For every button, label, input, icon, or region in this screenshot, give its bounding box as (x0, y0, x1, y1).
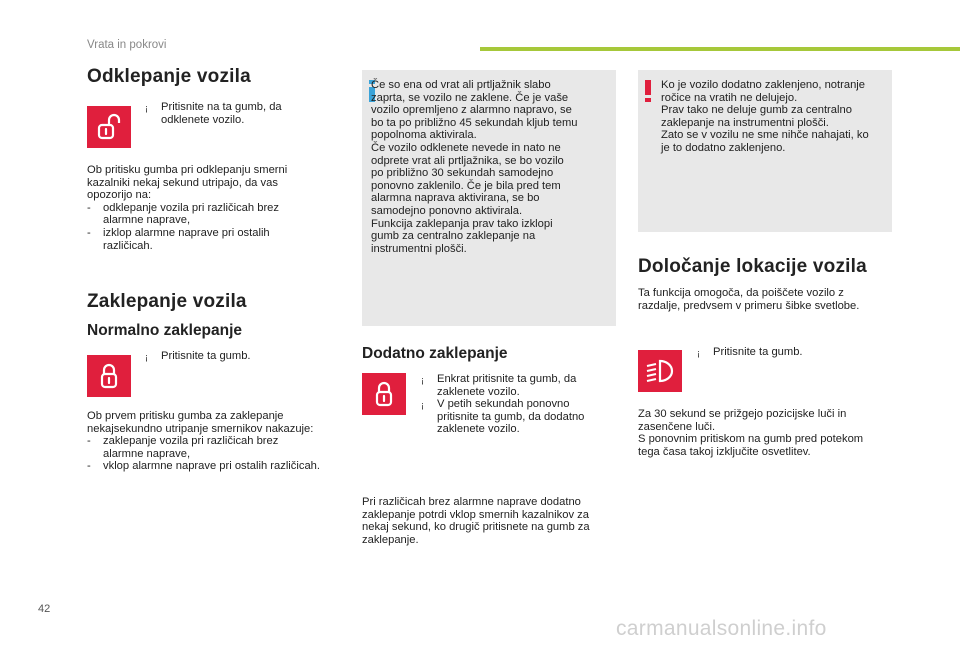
locate-heading: Določanje lokacije vozila (638, 256, 867, 277)
section-title: Vrata in pokrovi (87, 39, 167, 51)
deadlock-steps: ¡ Enkrat pritisnite ta gumb, da zaklenete vozilo. ¡ V petih sekundah ponovno pritisnite ta gumb, da dodatno zaklenete vozilo. (421, 373, 585, 436)
deadlock-button-icon (362, 373, 406, 415)
watermark: carmanualsonline.info (616, 617, 827, 640)
locate-description: Za 30 sekund se prižgejo pozicijske luči in zasenčene luči. S ponovnim pritiskom na gumb pred potekom tega časa takoj izključite osvetlitev. (638, 408, 864, 458)
lock-description: Ob prvem pritisku gumba za zaklepanje nekajsekundno utripanje smernikov nakazuje: - zaklepanje vozila pri različicah brez alarmne naprave, - vklop alarmne naprave pri ostalih različicah. (87, 410, 321, 473)
locate-button-icon (638, 350, 682, 392)
lock-instruction: ¡ Pritisnite ta gumb. (145, 350, 251, 362)
unlock-button-icon (87, 106, 131, 148)
unlocked-padlock-icon (94, 112, 124, 142)
unlock-instruction: ¡ Pritisnite na ta gumb, da odklenete vozilo. (145, 101, 282, 126)
locked-padlock-icon (369, 379, 399, 409)
unlock-heading: Odklepanje vozila (87, 66, 251, 87)
lock-button-icon (87, 355, 131, 397)
unlock-description: Ob pritisku gumba pri odklepanju smerni kazalniki nekaj sekund utripajo, da vas opozorijo na: - odklepanje vozila pri različicah brez alarmne naprave, - izklop alarmne naprave pri ostalih različicah. (87, 164, 288, 252)
normal-lock-subheading: Normalno zaklepanje (87, 322, 243, 339)
page-number: 42 (38, 603, 51, 615)
info-note-box: Če so ena od vrat ali prtljažnik slabo zaprta, se vozilo ne zaklene. Če je vaše vozilo opremljeno z alarmno napravo, se bo ta po približno 45 sekundah kljub temu popolnoma aktivirala. Če vozilo odklenete nevede in nato ne odprete vrat ali prtljažnika, se bo vozilo po približno 30 sekundah samodejno ponovno zaklenilo. Če je bila pred tem alarmna naprava aktivirana, se bo samodejno ponovno aktivirala. Funkcija zaklepanja prav tako izklopi gumb za centralno zaklepanje na instrumentni plošči. (362, 70, 616, 326)
deadlock-description: Pri različicah brez alarmne naprave dodatno zaklepanje potrdi vklop smernih kazalnikov za nekaj sekund, ko drugič pritisnete na gumb za zaklepanje. (362, 496, 590, 546)
warning-note-box: Ko je vozilo dodatno zaklenjeno, notranje ročice na vratih ne delujejo. Prav tako ne deluje gumb za centralno zaklepanje na instrumentni plošči. Zato se v vozilu ne sme nihče nahajati, ko je to dodatno zaklenjeno. (638, 70, 892, 232)
header-accent-bar (480, 47, 960, 51)
lock-heading: Zaklepanje vozila (87, 291, 247, 312)
locate-intro: Ta funkcija omogoča, da poiščete vozilo z razdalje, predvsem v primeru šibke svetlobe. (638, 287, 860, 312)
deadlock-heading: Dodatno zaklepanje (362, 345, 508, 362)
locate-instruction: ¡ Pritisnite ta gumb. (697, 346, 803, 358)
locked-padlock-icon (94, 361, 124, 391)
warning-exclamation-icon (644, 80, 652, 102)
headlamp-icon (644, 357, 676, 385)
